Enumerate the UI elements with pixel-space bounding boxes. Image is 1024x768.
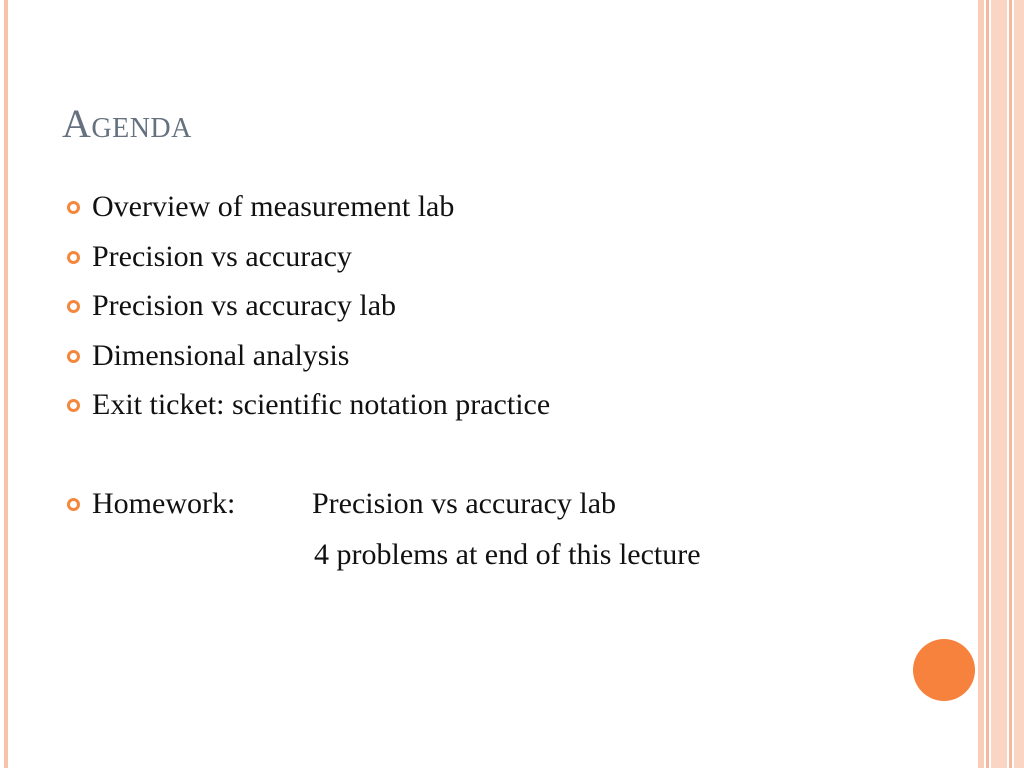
homework-item <box>64 483 616 533</box>
ring-bullet-icon <box>67 498 80 511</box>
ring-bullet-icon <box>67 399 80 412</box>
list-item-text: Precision vs accuracy <box>92 239 352 273</box>
list-item <box>64 285 616 335</box>
ring-bullet-icon <box>67 251 80 264</box>
ring-bullet-icon <box>67 350 80 363</box>
left-border-stripe <box>4 0 8 768</box>
list-item <box>64 186 616 236</box>
ring-bullet-icon <box>67 300 80 313</box>
homework-label: Homework: <box>92 486 236 520</box>
slide-title: Agenda <box>62 101 192 146</box>
homework-line-2: 4 problems at end of this lecture <box>314 538 701 571</box>
list-item-text: Precision vs accuracy lab <box>92 289 397 322</box>
stripe <box>986 0 989 768</box>
list-item-text: Exit ticket: scientific notation practice <box>92 388 551 421</box>
list-item-text: Overview of measurement lab <box>92 190 455 223</box>
list-item <box>64 384 616 434</box>
homework-line-1: Precision vs accuracy lab <box>312 486 617 520</box>
stripe <box>978 0 984 768</box>
list-item <box>64 335 616 385</box>
list-spacer <box>64 434 616 483</box>
ring-bullet-icon <box>67 201 80 214</box>
stripe <box>1009 0 1012 768</box>
right-decorative-stripes <box>978 0 1024 768</box>
list-item <box>64 236 616 286</box>
stripe <box>1014 0 1024 768</box>
list-item-text: Dimensional analysis <box>92 338 350 372</box>
agenda-list <box>64 186 616 532</box>
orange-circle-decoration <box>913 639 975 701</box>
stripe <box>991 0 1007 768</box>
